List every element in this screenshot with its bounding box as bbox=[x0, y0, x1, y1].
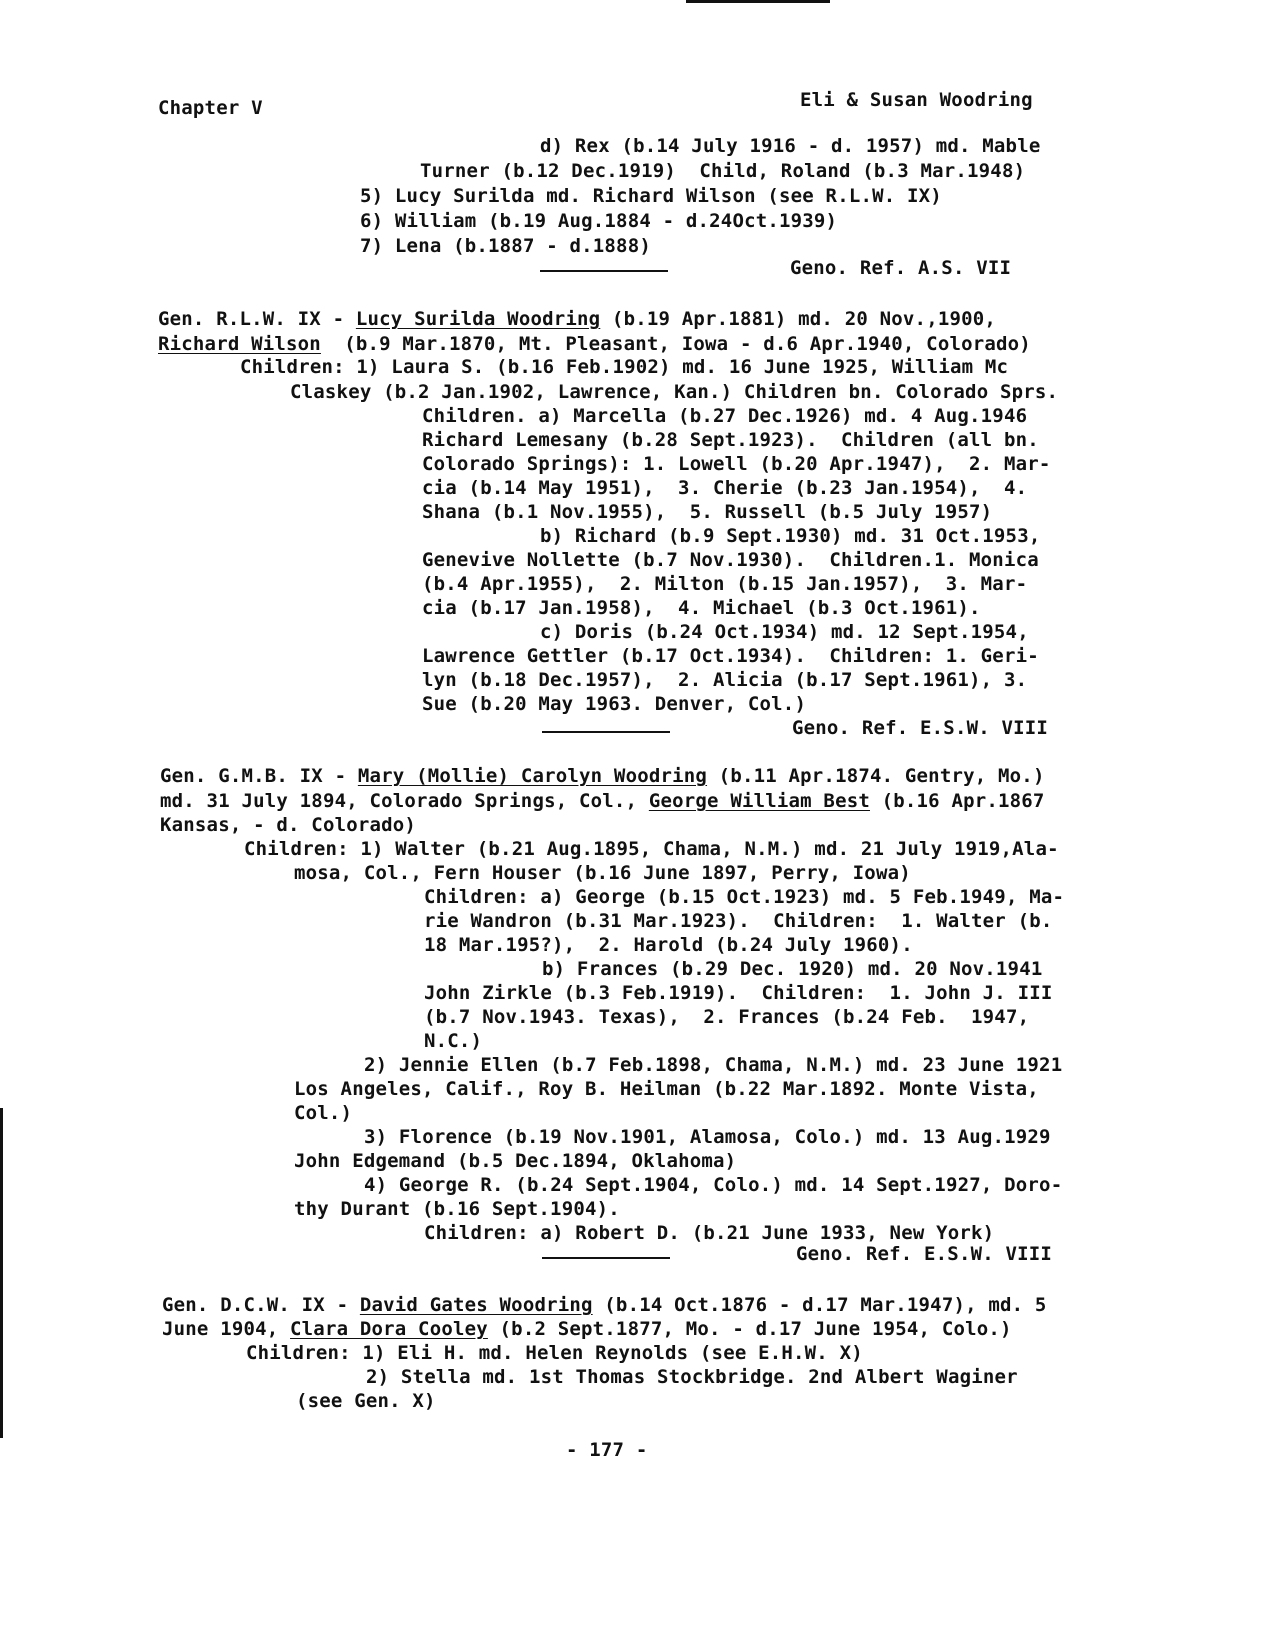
text-line: 18 Mar.195?), 2. Harold (b.24 July 1960). bbox=[424, 934, 913, 956]
text-line: (b.4 Apr.1955), 2. Milton (b.15 Jan.1957), 3. Mar- bbox=[422, 573, 1028, 595]
text-line: Richard Lemesany (b.28 Sept.1923). Children (all bn. bbox=[422, 429, 1039, 451]
text-line: John Edgemand (b.5 Dec.1894, Oklahoma) bbox=[294, 1150, 737, 1172]
top-scan-rule bbox=[686, 0, 830, 3]
text-line: cia (b.17 Jan.1958), 4. Michael (b.3 Oct.1961). bbox=[422, 597, 981, 619]
section-rule bbox=[542, 731, 670, 733]
left-scan-bar bbox=[0, 1108, 3, 1438]
text-line: 4) George R. (b.24 Sept.1904, Colo.) md. 14 Sept.1927, Doro- bbox=[364, 1174, 1063, 1196]
text-line bbox=[162, 1317, 1012, 1341]
person-name: Mary (Mollie) Carolyn Woodring bbox=[357, 765, 708, 787]
text-line: 2) Jennie Ellen (b.7 Feb.1898, Chama, N.M.) md. 23 June 1921 bbox=[364, 1054, 1063, 1076]
text-line: b) Richard (b.9 Sept.1930) md. 31 Oct.1953, bbox=[540, 525, 1041, 547]
text-line bbox=[158, 332, 1031, 356]
text-line: Sue (b.20 May 1963. Denver, Col.) bbox=[422, 693, 807, 715]
gen-label: Gen. D.C.W. IX - bbox=[162, 1294, 360, 1316]
spouse-name: George William Best bbox=[648, 790, 870, 812]
text-line: mosa, Col., Fern Houser (b.16 June 1897, Perry, Iowa) bbox=[294, 862, 911, 884]
text-line: 7) Lena (b.1887 - d.1888) bbox=[360, 235, 651, 257]
text-line: John Zirkle (b.3 Feb.1919). Children: 1. John J. III bbox=[424, 982, 1053, 1004]
text-line: N.C.) bbox=[424, 1030, 483, 1052]
entry-text: (b.14 Oct.1876 - d.17 Mar.1947), md. 5 bbox=[592, 1294, 1047, 1316]
text-line: Children. a) Marcella (b.27 Dec.1926) md. 4 Aug.1946 bbox=[422, 405, 1028, 427]
text-line: 3) Florence (b.19 Nov.1901, Alamosa, Colo.) md. 13 Aug.1929 bbox=[364, 1126, 1051, 1148]
text-line: Claskey (b.2 Jan.1902, Lawrence, Kan.) Children bn. Colorado Sprs. bbox=[290, 381, 1059, 403]
entry-text: June 1904, bbox=[162, 1318, 291, 1340]
text-line: Shana (b.1 Nov.1955), 5. Russell (b.5 July 1957) bbox=[422, 501, 993, 523]
text-line: 6) William (b.19 Aug.1884 - d.24Oct.1939) bbox=[360, 210, 838, 232]
text-line: c) Doris (b.24 Oct.1934) md. 12 Sept.1954, bbox=[540, 621, 1029, 643]
text-line: Kansas, - d. Colorado) bbox=[160, 814, 417, 836]
geno-ref: Geno. Ref. E.S.W. VIII bbox=[792, 717, 1049, 739]
text-line: 5) Lucy Surilda md. Richard Wilson (see R.L.W. IX) bbox=[360, 185, 942, 207]
person-name: David Gates Woodring bbox=[359, 1294, 593, 1316]
entry-text: (b.9 Mar.1870, Mt. Pleasant, Iowa - d.6 Apr.1940, Colorado) bbox=[320, 333, 1031, 355]
text-line: d) Rex (b.14 July 1916 - d. 1957) md. Mable bbox=[540, 135, 1041, 157]
text-line: Turner (b.12 Dec.1919) Child, Roland (b.3 Mar.1948) bbox=[420, 160, 1026, 182]
section-rule bbox=[542, 1257, 670, 1259]
text-line: cia (b.14 May 1951), 3. Cherie (b.23 Jan.1954), 4. bbox=[422, 477, 1028, 499]
text-line: lyn (b.18 Dec.1957), 2. Alicia (b.17 Sept.1961), 3. bbox=[422, 669, 1028, 691]
text-line: Genevive Nollette (b.7 Nov.1930). Children.1. Monica bbox=[422, 549, 1039, 571]
entry-text: (b.16 Apr.1867 bbox=[869, 790, 1045, 812]
text-line: Children: a) Robert D. (b.21 June 1933, New York) bbox=[424, 1222, 995, 1244]
text-line: Los Angeles, Calif., Roy B. Heilman (b.22 Mar.1892. Monte Vista, bbox=[294, 1078, 1039, 1100]
entry-text: (b.2 Sept.1877, Mo. - d.17 June 1954, Colo.) bbox=[487, 1318, 1012, 1340]
gen-entry-heading bbox=[162, 1293, 1047, 1317]
entry-text: (b.19 Apr.1881) md. 20 Nov.,1900, bbox=[600, 308, 997, 330]
text-line: Lawrence Gettler (b.17 Oct.1934). Children: 1. Geri- bbox=[422, 645, 1039, 667]
text-line: rie Wandron (b.31 Mar.1923). Children: 1. Walter (b. bbox=[424, 910, 1053, 932]
text-line: Colorado Springs): 1. Lowell (b.20 Apr.1947), 2. Mar- bbox=[422, 453, 1051, 475]
text-line: Children: 1) Walter (b.21 Aug.1895, Chama, N.M.) md. 21 July 1919,Ala- bbox=[244, 838, 1059, 860]
section-rule bbox=[540, 270, 668, 272]
gen-entry-heading bbox=[160, 764, 1045, 788]
gen-entry-heading bbox=[158, 307, 996, 331]
family-heading: Eli & Susan Woodring bbox=[800, 89, 1033, 111]
text-line bbox=[160, 789, 1045, 813]
text-line: 2) Stella md. 1st Thomas Stockbridge. 2nd Albert Waginer bbox=[366, 1366, 1018, 1388]
chapter-heading: Chapter V bbox=[158, 97, 263, 119]
gen-label: Gen. R.L.W. IX - bbox=[158, 308, 356, 330]
text-line: (see Gen. X) bbox=[296, 1390, 436, 1412]
text-line: Children: a) George (b.15 Oct.1923) md. 5 Feb.1949, Ma- bbox=[424, 886, 1065, 908]
page-number: - 177 - bbox=[566, 1439, 648, 1461]
person-name: Lucy Surilda Woodring bbox=[355, 308, 601, 330]
text-line: Col.) bbox=[294, 1102, 353, 1124]
text-line: thy Durant (b.16 Sept.1904). bbox=[294, 1198, 620, 1220]
gen-label: Gen. G.M.B. IX - bbox=[160, 765, 358, 787]
text-line: b) Frances (b.29 Dec. 1920) md. 20 Nov.1941 bbox=[542, 958, 1043, 980]
spouse-name: Richard Wilson bbox=[158, 333, 321, 355]
geno-ref: Geno. Ref. A.S. VII bbox=[790, 257, 1012, 279]
entry-text: md. 31 July 1894, Colorado Springs, Col., bbox=[160, 790, 649, 812]
text-line: (b.7 Nov.1943. Texas), 2. Frances (b.24 Feb. 1947, bbox=[424, 1006, 1030, 1028]
text-line: Children: 1) Eli H. md. Helen Reynolds (see E.H.W. X) bbox=[246, 1342, 863, 1364]
spouse-name: Clara Dora Cooley bbox=[290, 1318, 488, 1340]
text-line: Children: 1) Laura S. (b.16 Feb.1902) md. 16 June 1925, William Mc bbox=[240, 356, 1009, 378]
entry-text: (b.11 Apr.1874. Gentry, Mo.) bbox=[707, 765, 1045, 787]
geno-ref: Geno. Ref. E.S.W. VIII bbox=[796, 1243, 1053, 1265]
